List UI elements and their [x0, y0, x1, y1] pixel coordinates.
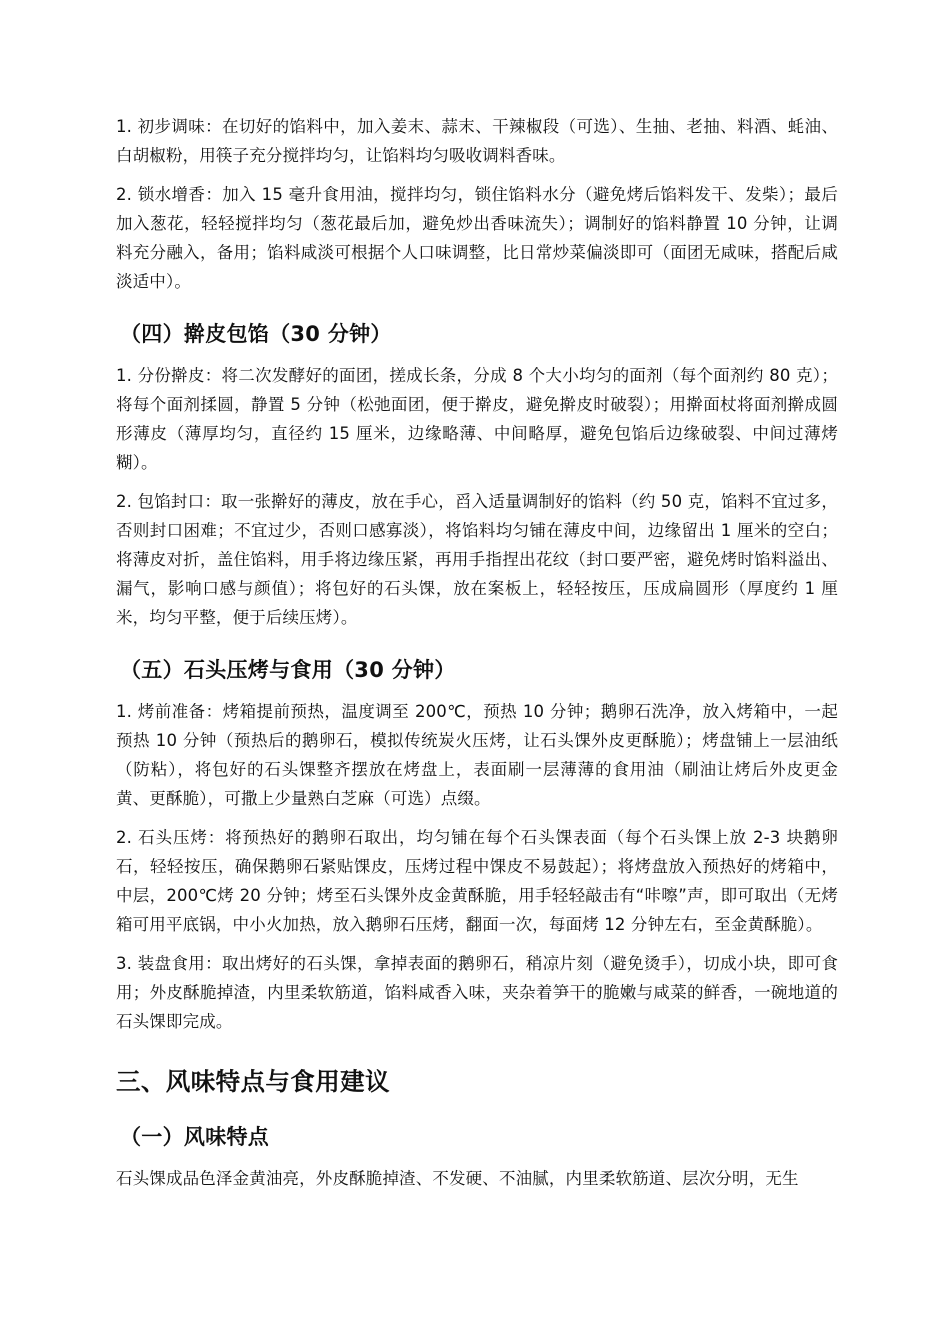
- section-heading-4: （四）擀皮包馅（30 分钟）: [120, 322, 392, 346]
- step-divide-roll: 1. 分份擀皮：将二次发酵好的面团，搓成长条，分成 8 个大小均匀的面剂（每个面剂约 80 克）；将每个面剂揉圆，静置 5 分钟（松弛面团，便于擀皮，避免擀皮时破裂）；用擀面杖将面剂擀成圆形薄皮（薄厚均匀，直径约 15 厘米，边缘略薄、中间略厚，避免包馅后边缘破裂、中间过薄烤糊）。: [116, 366, 838, 472]
- section-heading-5: （五）石头压烤与食用（30 分钟）: [120, 658, 456, 682]
- step-lock-moisture: 2. 锁水增香：加入 15 毫升食用油，搅拌均匀，锁住馅料水分（避免烤后馅料发干、发柴）；最后加入葱花，轻轻搅拌均匀（葱花最后加，避免炒出香味流失）；调制好的馅料静置 10 分钟，让调料充分融入，备用；馅料咸淡可根据个人口味调整，比日常炒菜偏淡即可（面团无咸味，搭配后咸淡适中）。: [116, 185, 838, 291]
- step-wrap-seal: 2. 包馅封口：取一张擀好的薄皮，放在手心，舀入适量调制好的馅料（约 50 克，馅料不宜过多，否则封口困难；不宜过少，否则口感寡淡），将馅料均匀铺在薄皮中间，边缘留出 1 厘米的空白；将薄皮对折，盖住馅料，用手将边缘压紧，再用手指捏出花纹（封口要严密，避免烤时馅料溢出、漏气，影响口感与颜值）；将包好的石头馃，放在案板上，轻轻按压，压成扁圆形（厚度约 1 厘米，均匀平整，便于后续压烤）。: [116, 492, 838, 627]
- section-heading-flavor: （一）风味特点: [120, 1125, 270, 1149]
- flavor-paragraph: 石头馃成品色泽金黄油亮，外皮酥脆掉渣、不发硬、不油腻，内里柔软筋道、层次分明，无生: [116, 1169, 799, 1188]
- document-page: [116, 112, 838, 1203]
- step-stone-bake: 2. 石头压烤：将预热好的鹅卵石取出，均匀铺在每个石头馃表面（每个石头馃上放 2-3 块鹅卵石，轻轻按压，确保鹅卵石紧贴馃皮，压烤过程中馃皮不易鼓起）；将烤盘放入预热好的烤箱中，中层，200℃烤 20 分钟；烤至石头馃外皮金黄酥脆，用手轻轻敲击有“咔嚓”声，即可取出（无烤箱可用平底锅，中小火加热，放入鹅卵石压烤，翻面一次，每面烤 12 分钟左右，至金黄酥脆）。: [116, 828, 838, 934]
- chapter-heading-3: 三、风味特点与食用建议: [116, 1067, 390, 1096]
- step-initial-seasoning: 1. 初步调味：在切好的馅料中，加入姜末、蒜末、干辣椒段（可选）、生抽、老抽、料酒、蚝油、白胡椒粉，用筷子充分搅拌均匀，让馅料均匀吸收调料香味。: [116, 117, 838, 165]
- step-preheat: 1. 烤前准备：烤箱提前预热，温度调至 200℃，预热 10 分钟；鹅卵石洗净，放入烤箱中，一起预热 10 分钟（预热后的鹅卵石，模拟传统炭火压烤，让石头馃外皮更酥脆）；烤盘铺上一层油纸（防粘），将包好的石头馃整齐摆放在烤盘上，表面刷一层薄薄的食用油（刷油让烤后外皮更金黄、更酥脆），可撒上少量熟白芝麻（可选）点缀。: [116, 702, 838, 808]
- step-serve: 3. 装盘食用：取出烤好的石头馃，拿掉表面的鹅卵石，稍凉片刻（避免烫手），切成小块，即可食用；外皮酥脆掉渣，内里柔软筋道，馅料咸香入味，夹杂着笋干的脆嫩与咸菜的鲜香，一碗地道的石头馃即完成。: [116, 954, 838, 1031]
